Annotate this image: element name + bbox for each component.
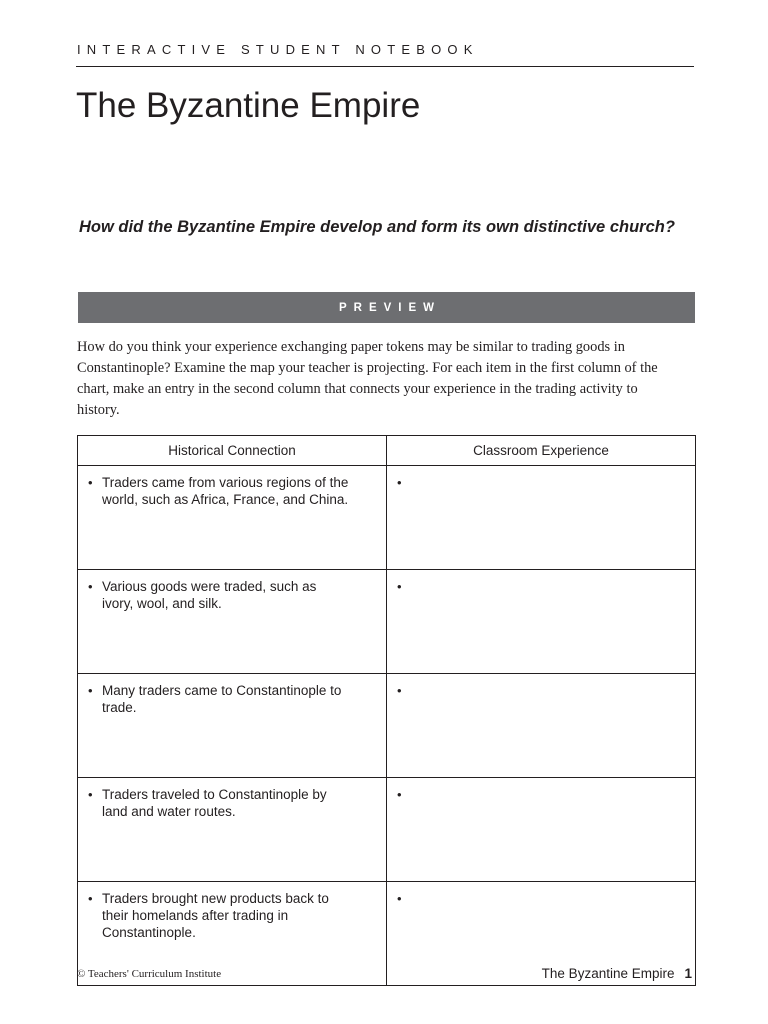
classroom-text[interactable] [411, 682, 687, 699]
preview-label: PREVIEW [338, 301, 442, 314]
connections-table [77, 435, 696, 986]
historical-cell [78, 778, 387, 882]
classroom-experience-cell[interactable] [387, 674, 696, 778]
historical-cell [78, 570, 387, 674]
copyright-notice: © Teachers' Curriculum Institute [77, 968, 222, 980]
preview-instructions: How do you think your experience exchanging paper tokens may be similar to trading goods in Constantinople? Examine the map your teacher is projecting. For each item in the first column of the chart, make an entry in the second column that connects your experience in the trading activity to history. [77, 339, 658, 418]
bullet-icon: • [397, 683, 402, 698]
column-header-historical: Historical Connection [78, 436, 387, 466]
bullet-icon: • [88, 891, 93, 906]
historical-cell [78, 466, 387, 570]
table-header-row [78, 436, 696, 466]
classroom-experience-cell[interactable] [387, 778, 696, 882]
table-row [78, 674, 696, 778]
historical-text: Traders brought new products back to their homelands after trading in Constantinople. [102, 891, 329, 940]
page-title: The Byzantine Empire [76, 86, 421, 125]
bullet-icon: • [88, 787, 93, 802]
historical-text: Traders came from various regions of the world, such as Africa, France, and China. [102, 475, 349, 507]
notebook-label: INTERACTIVE STUDENT NOTEBOOK [77, 42, 479, 57]
header-divider [76, 66, 694, 67]
historical-cell [78, 674, 387, 778]
classroom-text[interactable] [411, 578, 687, 595]
classroom-text[interactable] [411, 474, 687, 491]
historical-text: Many traders came to Constantinople to trade. [102, 683, 342, 715]
historical-text: Traders traveled to Constantinople by land and water routes. [102, 787, 327, 819]
page-footer [542, 966, 692, 981]
bullet-icon: • [397, 891, 402, 906]
column-header-classroom: Classroom Experience [387, 436, 696, 466]
bullet-icon: • [397, 579, 402, 594]
classroom-experience-cell[interactable] [387, 466, 696, 570]
bullet-icon: • [88, 579, 93, 594]
essential-question: How did the Byzantine Empire develop and form its own distinctive church? [79, 218, 675, 236]
table-row [78, 570, 696, 674]
preview-banner [78, 292, 695, 323]
bullet-icon: • [88, 475, 93, 490]
classroom-experience-cell[interactable] [387, 570, 696, 674]
table-row [78, 778, 696, 882]
footer-chapter-title: The Byzantine Empire [541, 966, 675, 981]
historical-text: Various goods were traded, such as ivory, wool, and silk. [102, 579, 317, 611]
classroom-text[interactable] [411, 786, 687, 803]
bullet-icon: • [397, 475, 402, 490]
bullet-icon: • [88, 683, 93, 698]
bullet-icon: • [397, 787, 402, 802]
page-number: 1 [684, 966, 692, 981]
table-row [78, 466, 696, 570]
classroom-text[interactable] [411, 890, 687, 907]
